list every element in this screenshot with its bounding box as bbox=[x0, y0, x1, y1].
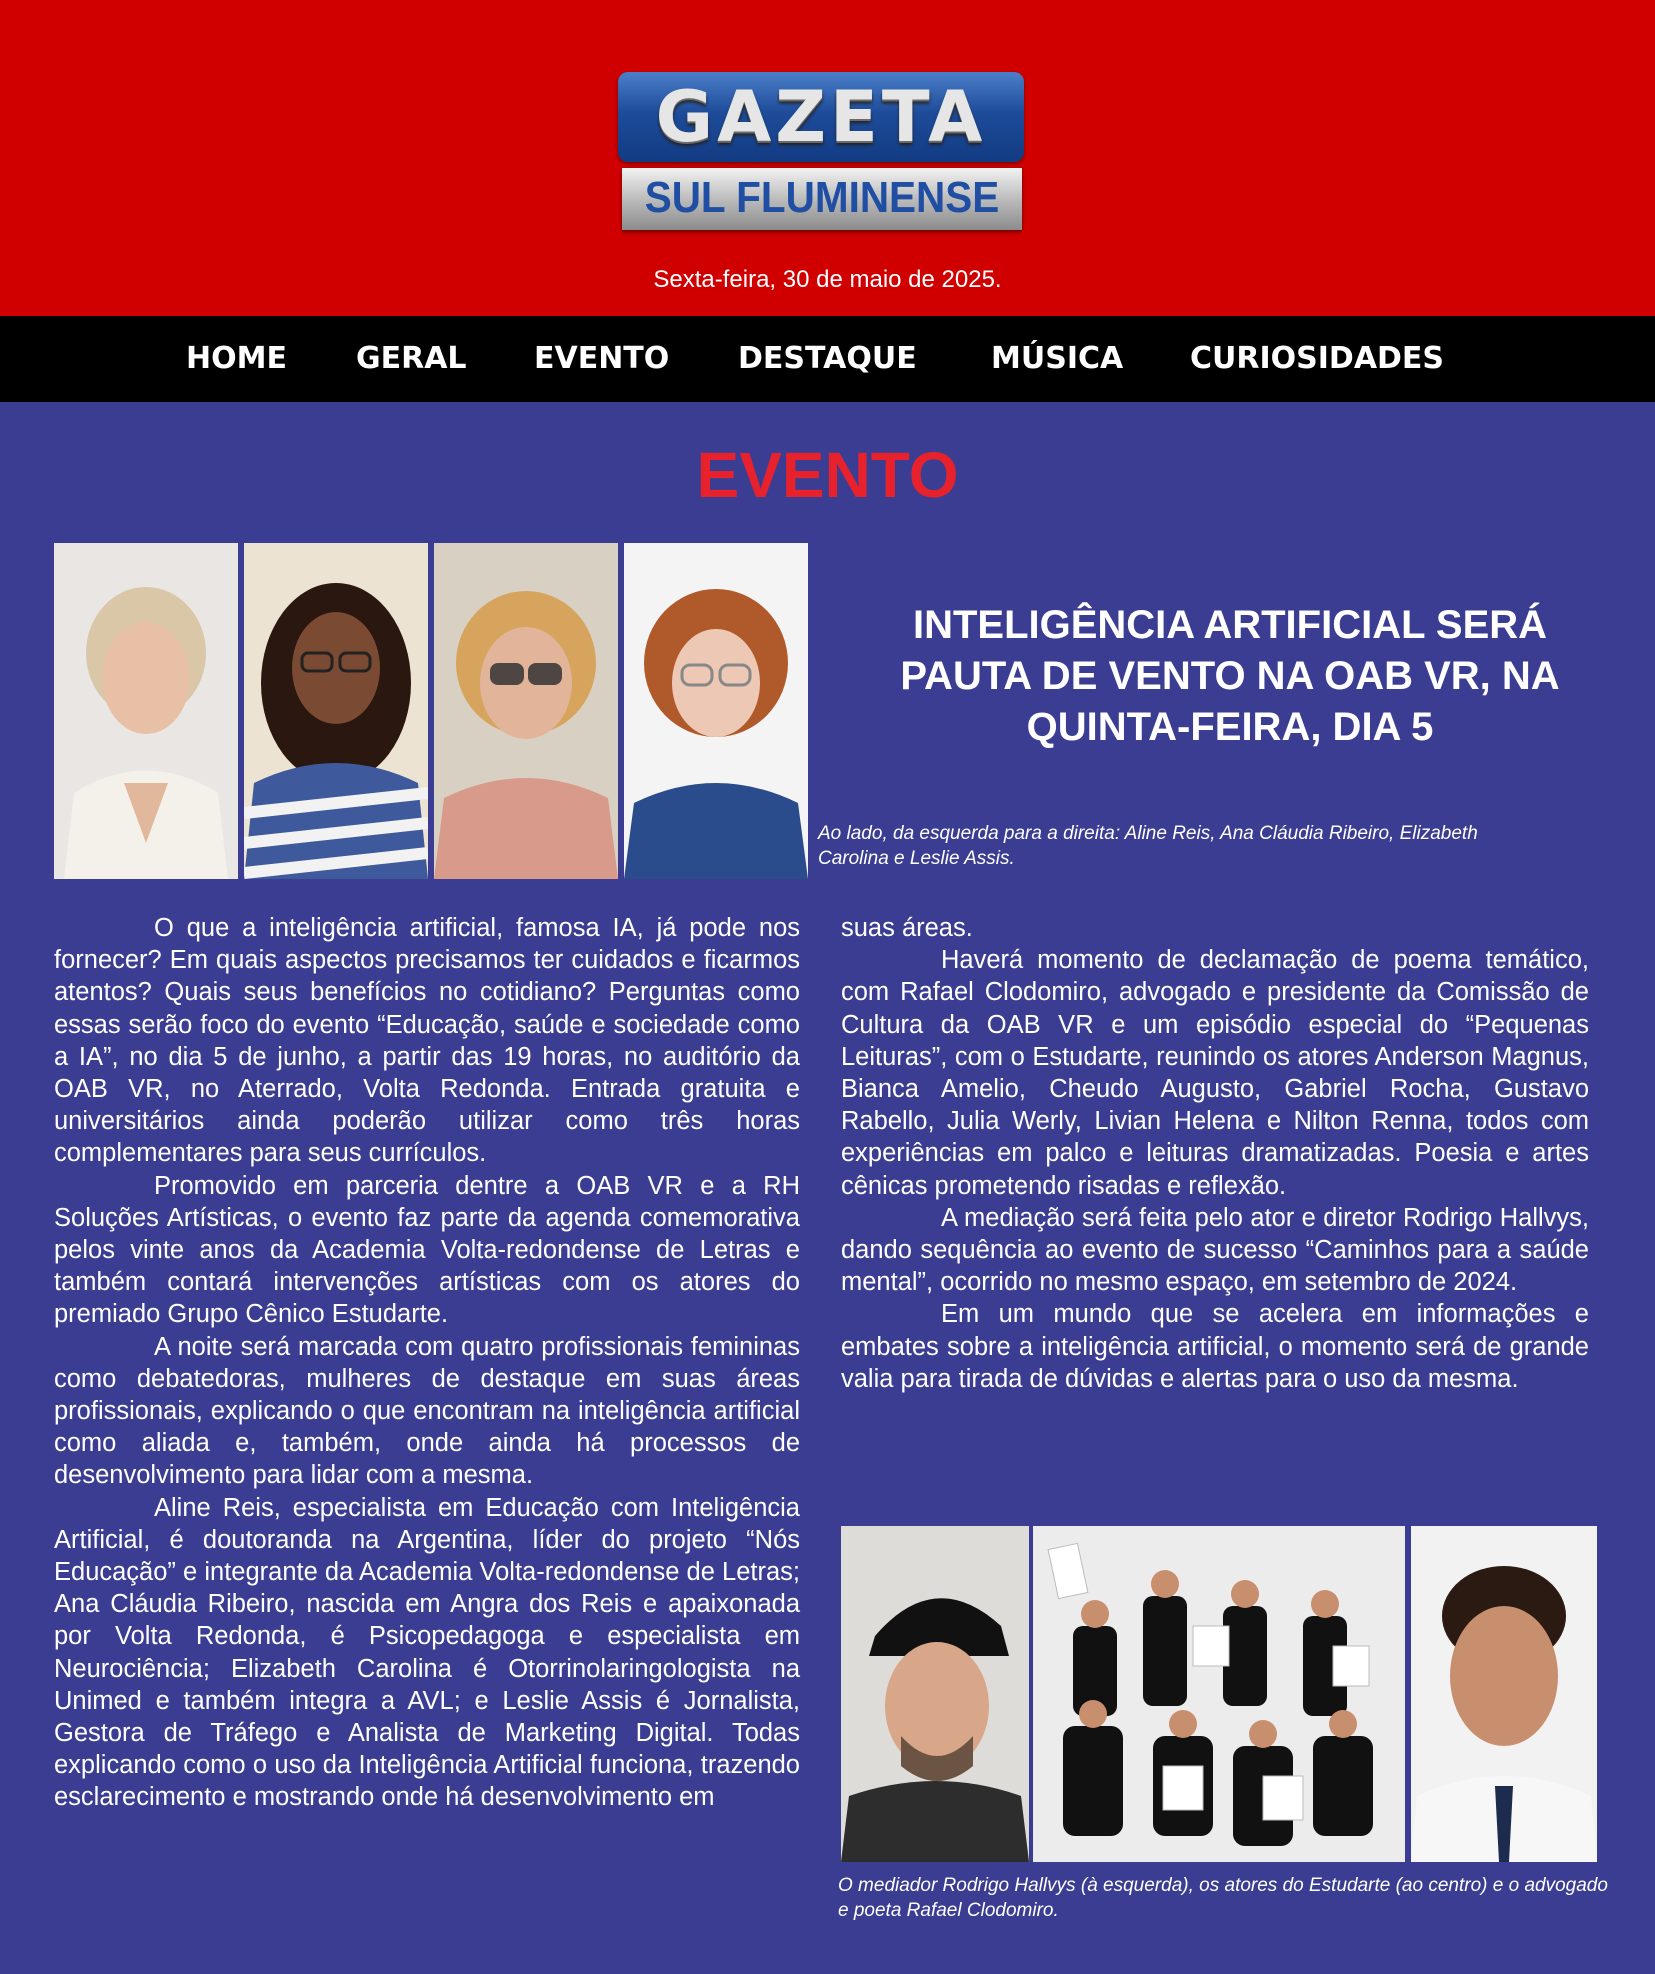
paragraph-4-continuation: suas áreas. bbox=[841, 914, 973, 942]
article-headline: INTELIGÊNCIA ARTIFICIAL SERÁ PAUTA DE VENTO NA OAB VR, NA QUINTA-FEIRA, DIA 5 bbox=[900, 603, 1560, 749]
gazeta-logo[interactable] bbox=[618, 72, 1024, 232]
paragraph-2: Promovido em parceria dentre a OAB VR e a RH Soluções Artísticas, o evento faz parte da agenda comemorativa pelos vinte anos da Academia Volta-redondense de Letras e também contará intervenções artísticas com os atores do premiado Grupo Cênico Estudarte. bbox=[54, 1171, 800, 1329]
photo-leslie-assis bbox=[624, 543, 808, 879]
logo-title: GAZETA bbox=[655, 76, 987, 158]
photo-elizabeth-carolina bbox=[434, 543, 618, 879]
nav-home[interactable]: HOME bbox=[186, 341, 287, 376]
logo-subtitle: SUL FLUMINENSE bbox=[644, 173, 1000, 222]
photo-caption-bottom: O mediador Rodrigo Hallvys (à esquerda), os atores do Estudarte (ao centro) e o advogado e poeta Rafael Clodomiro. bbox=[838, 1875, 1608, 1921]
photo-aline-reis bbox=[54, 543, 238, 879]
nav-evento[interactable]: EVENTO bbox=[534, 341, 670, 376]
photo-estudarte-actors bbox=[1033, 1526, 1405, 1862]
nav-geral[interactable]: GERAL bbox=[356, 341, 467, 376]
paragraph-4: Aline Reis, especialista em Educação com Inteligência Artificial, é doutoranda na Argentina, líder do projeto “Nós Educação” e integrante da Academia Volta-redondense de Letras; Ana Cláudia Ribeiro, nascida em Angra dos Reis e apaixonada por Volta Redonda, é Psicopedagoga e especialista em Neurociência; Elizabeth Carolina é Otorrinolaringologista na Unimed e também integra a AVL; e Leslie Assis é Jornalista, Gestora de Tráfego e Analista de Marketing Digital. Todas explicando como o uso da Inteligência Artificial funciona, trazendo esclarecimento e mostrando onde há desenvolvimento em bbox=[54, 1493, 800, 1812]
paragraph-6: A mediação será feita pelo ator e diretor Rodrigo Hallvys, dando sequência ao evento de sucesso “Caminhos para a saúde mental”, ocorrido no mesmo espaço, em setembro de 2024. bbox=[841, 1203, 1589, 1297]
article-column-right bbox=[841, 912, 1589, 1395]
paragraph-5: Haverá momento de declamação de poema temático, com Rafael Clodomiro, advogado e presidente da Comissão de Cultura da OAB VR e um episódio especial do “Pequenas Leituras”, com o Estudarte, reunindo os atores Anderson Magnus, Bianca Amelio, Cheudo Augusto, Gabriel Rocha, Gustavo Rabello, Julia Werly, Livian Helena e Nilton Renna, todos com experiências em palco e leituras dramatizadas. Poesia e artes cênicas prometendo risadas e reflexão. bbox=[841, 946, 1589, 1200]
paragraph-1: O que a inteligência artificial, famosa IA, já pode nos fornecer? Em quais aspectos precisamos ter cuidados e ficarmos atentos? Quais seus benefícios no cotidiano? Perguntas como essas serão foco do evento “Educação, saúde e sociedade como a IA”, no dia 5 de junho, a partir das 19 horas, no auditório da OAB VR, no Aterrado, Volta Redonda. Entrada gratuita e universitários ainda poderão utilizar como três horas complementares para seus currículos. bbox=[54, 914, 800, 1168]
photo-rafael-clodomiro bbox=[1411, 1526, 1597, 1862]
photo-caption-top: Ao lado, da esquerda para a direita: Aline Reis, Ana Cláudia Ribeiro, Elizabeth Carolina e Leslie Assis. bbox=[818, 823, 1478, 869]
photo-ana-claudia-ribeiro bbox=[244, 543, 428, 879]
paragraph-7: Em um mundo que se acelera em informações e embates sobre a inteligência artificial, o momento será de grande valia para tirada de dúvidas e alertas para o uso da mesma. bbox=[841, 1300, 1589, 1393]
logo-bottom-panel bbox=[622, 168, 1022, 230]
article-column-left bbox=[54, 912, 800, 1814]
paragraph-3: A noite será marcada com quatro profissionais femininas como debatedoras, mulheres de destaque em suas áreas profissionais, explicando o que encontram na inteligência artificial como aliada e, também, onde ainda há processos de desenvolvimento para lidar com a mesma. bbox=[54, 1332, 800, 1490]
photo-rodrigo-hallvys bbox=[841, 1526, 1029, 1862]
nav-curiosidades[interactable]: CURIOSIDADES bbox=[1190, 341, 1445, 376]
publication-date: Sexta-feira, 30 de maio de 2025. bbox=[653, 266, 1002, 293]
logo-top-panel bbox=[618, 72, 1024, 162]
site-header bbox=[0, 0, 1655, 316]
section-title: EVENTO bbox=[696, 439, 959, 511]
nav-musica[interactable]: MÚSICA bbox=[991, 341, 1124, 376]
main-nav bbox=[0, 316, 1655, 402]
nav-destaque[interactable]: DESTAQUE bbox=[738, 341, 917, 376]
